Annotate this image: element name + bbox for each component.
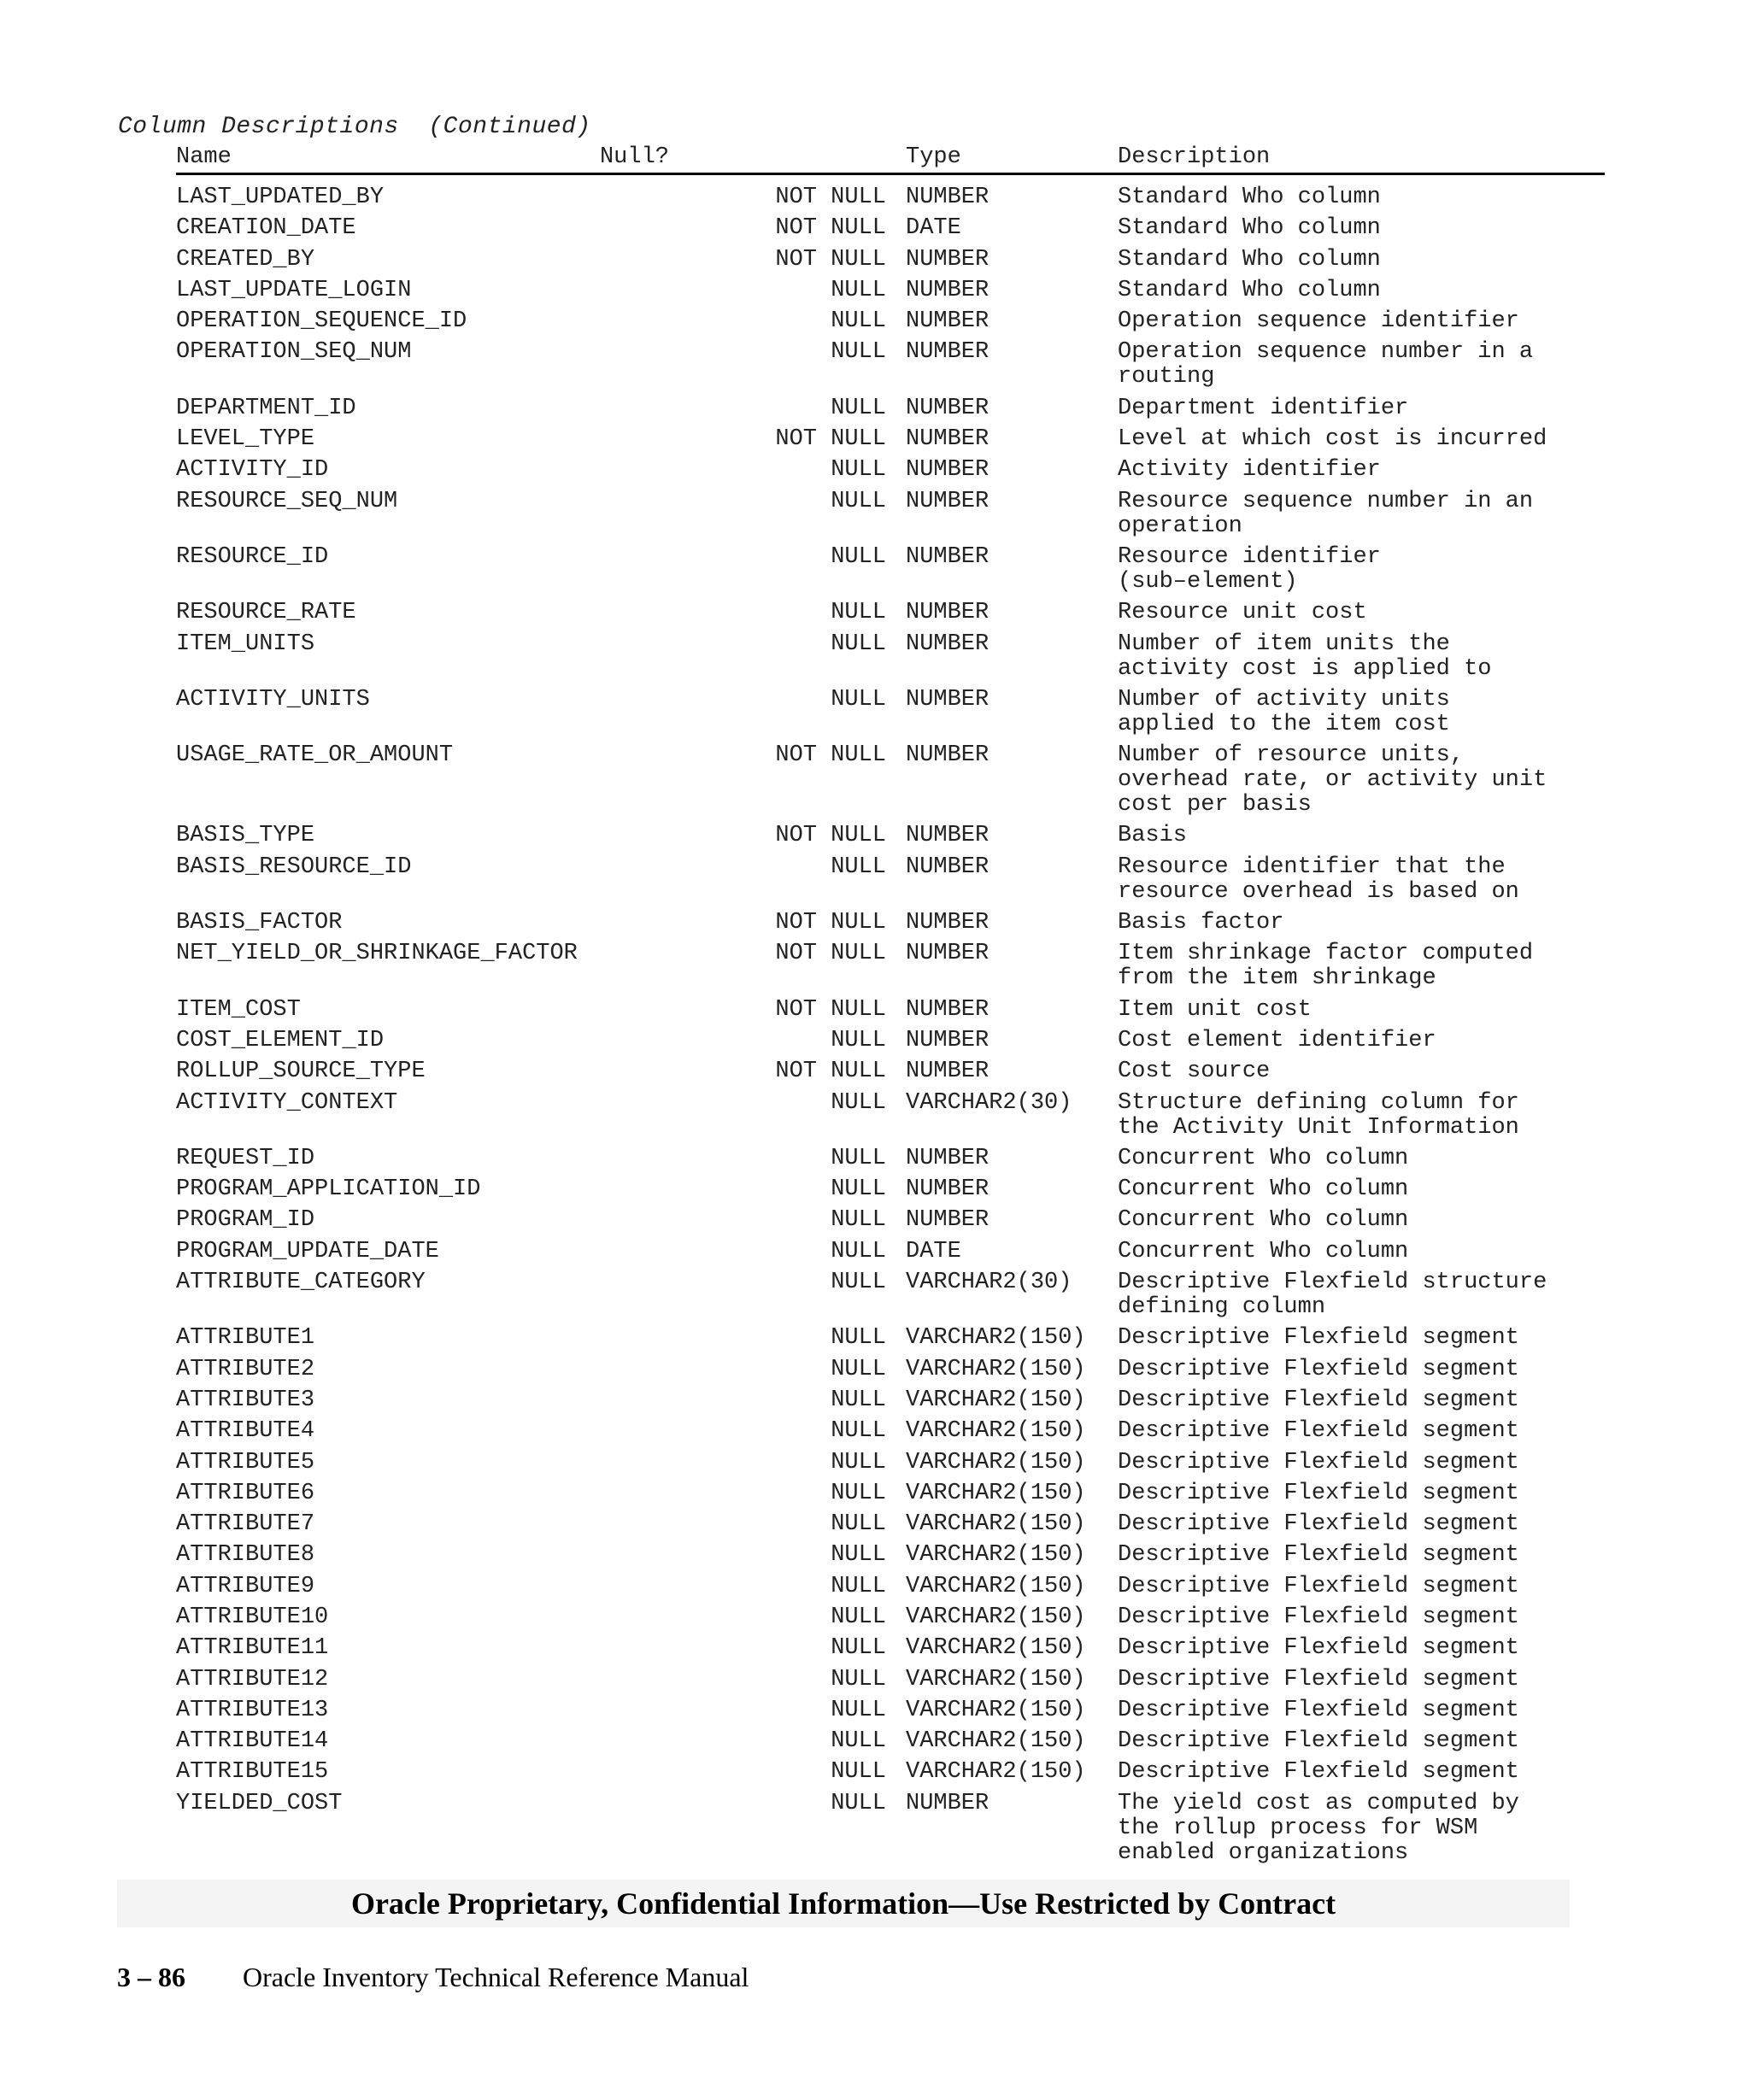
column-nullability: NULL: [831, 488, 886, 514]
column-type: VARCHAR2(150): [906, 1573, 1086, 1599]
column-description: Item shrinkage factor computed from the item shrinkage: [1118, 941, 1534, 992]
table-row: [176, 340, 1605, 390]
column-nullability: NULL: [831, 686, 886, 713]
column-nullability: NULL: [831, 1325, 886, 1352]
column-description: Concurrent Who column: [1118, 1176, 1409, 1203]
table-row: [176, 824, 1605, 848]
column-description: Descriptive Flexfield segment: [1118, 1387, 1519, 1413]
table-row: [176, 1240, 1605, 1264]
column-type: NUMBER: [906, 996, 990, 1023]
table-row: [176, 185, 1605, 210]
column-name: NET_YIELD_OR_SHRINKAGE_FACTOR: [176, 941, 578, 967]
column-name: PROGRAM_UPDATE_DATE: [176, 1238, 439, 1264]
column-name: ATTRIBUTE6: [176, 1480, 315, 1506]
column-name: RESOURCE_SEQ_NUM: [176, 488, 398, 514]
column-description: Concurrent Who column: [1118, 1145, 1409, 1171]
table-row: [176, 427, 1605, 452]
table-row: [176, 1760, 1605, 1785]
column-name: DEPARTMENT_ID: [176, 395, 356, 421]
column-name: ATTRIBUTE10: [176, 1604, 329, 1630]
column-nullability: NULL: [831, 543, 886, 570]
column-name: ATTRIBUTE_CATEGORY: [176, 1270, 426, 1296]
column-type: NUMBER: [906, 457, 990, 484]
column-nullability: NULL: [831, 457, 886, 484]
column-nullability: NULL: [831, 1238, 886, 1264]
column-description: Cost element identifier: [1118, 1027, 1436, 1053]
table-row: [176, 1358, 1605, 1382]
column-nullability: NOT NULL: [775, 185, 886, 210]
column-description: Descriptive Flexfield segment: [1118, 1666, 1519, 1692]
table-row: [176, 941, 1605, 991]
table-row: [176, 601, 1605, 625]
header-null: Null?: [599, 144, 669, 170]
column-type: VARCHAR2(150): [906, 1480, 1086, 1506]
column-description: Cost source: [1118, 1059, 1271, 1085]
column-description: Descriptive Flexfield segment: [1118, 1759, 1519, 1786]
column-type: VARCHAR2(150): [906, 1449, 1086, 1475]
column-description: Operation sequence identifier: [1118, 308, 1519, 335]
table-header: [176, 145, 1605, 175]
column-description: Standard Who column: [1118, 246, 1381, 273]
table-caption: Column Descriptions (Continued): [118, 114, 591, 140]
column-name: CREATION_DATE: [176, 215, 356, 242]
table-row: [176, 545, 1605, 595]
table-row: [176, 1605, 1605, 1630]
column-nullability: NOT NULL: [775, 215, 886, 242]
column-nullability: NULL: [831, 1480, 886, 1506]
table-row: [176, 1388, 1605, 1413]
table-row: [176, 1698, 1605, 1723]
column-name: ATTRIBUTE13: [176, 1697, 329, 1723]
header-name: Name: [176, 144, 232, 170]
header-type: Type: [906, 144, 961, 170]
column-name: ATTRIBUTE4: [176, 1418, 315, 1445]
column-description: Descriptive Flexfield segment: [1118, 1728, 1519, 1755]
column-nullability: NULL: [831, 1418, 886, 1445]
table-row: [176, 1091, 1605, 1141]
table-row: [176, 458, 1605, 483]
column-name: LEVEL_TYPE: [176, 426, 315, 453]
column-type: NUMBER: [906, 277, 990, 303]
column-type: VARCHAR2(30): [906, 1270, 1072, 1296]
column-nullability: NULL: [831, 1542, 886, 1569]
column-type: NUMBER: [906, 1790, 990, 1816]
column-type: VARCHAR2(150): [906, 1387, 1086, 1413]
table-row: [176, 1451, 1605, 1475]
column-descriptions-table: [176, 145, 1605, 1872]
table-row: [176, 743, 1605, 818]
column-type: DATE: [906, 215, 961, 242]
column-nullability: NULL: [831, 339, 886, 366]
column-nullability: NULL: [831, 1573, 886, 1599]
column-description: Department identifier: [1118, 395, 1409, 421]
table-row: [176, 632, 1605, 682]
table-row: [176, 911, 1605, 936]
column-description: Descriptive Flexfield segment: [1118, 1480, 1519, 1506]
table-row: [176, 490, 1605, 539]
column-name: ATTRIBUTE2: [176, 1356, 315, 1382]
column-nullability: NULL: [831, 277, 886, 303]
column-type: VARCHAR2(150): [906, 1604, 1086, 1630]
column-nullability: NOT NULL: [775, 426, 886, 453]
column-name: PROGRAM_ID: [176, 1207, 315, 1234]
column-type: NUMBER: [906, 339, 990, 366]
column-name: LAST_UPDATE_LOGIN: [176, 277, 412, 303]
column-description: Basis factor: [1118, 910, 1284, 936]
column-description: Structure defining column for the Activity Unit Information: [1118, 1089, 1519, 1141]
table-row: [176, 1326, 1605, 1351]
column-name: LAST_UPDATED_BY: [176, 185, 385, 210]
column-type: VARCHAR2(150): [906, 1542, 1086, 1569]
column-type: NUMBER: [906, 1176, 990, 1203]
column-nullability: NULL: [831, 395, 886, 421]
table-body: [176, 175, 1605, 1866]
column-description: Descriptive Flexfield segment: [1118, 1449, 1519, 1475]
column-type: VARCHAR2(150): [906, 1728, 1086, 1755]
column-nullability: NULL: [831, 1027, 886, 1053]
column-nullability: NULL: [831, 1697, 886, 1723]
table-row: [176, 1575, 1605, 1599]
column-type: NUMBER: [906, 631, 990, 657]
column-name: ATTRIBUTE7: [176, 1511, 315, 1538]
table-row: [176, 1270, 1605, 1320]
column-description: Item unit cost: [1118, 996, 1312, 1023]
column-name: OPERATION_SEQUENCE_ID: [176, 308, 467, 335]
column-name: BASIS_FACTOR: [176, 910, 343, 936]
manual-title: Oracle Inventory Technical Reference Manual: [243, 1962, 749, 1992]
column-description: Operation sequence number in a routing: [1118, 339, 1534, 390]
column-nullability: NULL: [831, 1666, 886, 1692]
column-name: BASIS_TYPE: [176, 823, 315, 849]
table-row: [176, 1668, 1605, 1692]
column-description: Number of item units the activity cost is applied to: [1118, 631, 1492, 682]
table-row: [176, 1543, 1605, 1568]
column-type: NUMBER: [906, 823, 990, 849]
column-description: Descriptive Flexfield segment: [1118, 1573, 1519, 1599]
column-name: CREATED_BY: [176, 246, 315, 273]
column-type: VARCHAR2(150): [906, 1666, 1086, 1692]
column-type: NUMBER: [906, 488, 990, 514]
column-nullability: NULL: [831, 1356, 886, 1382]
column-nullability: NULL: [831, 1511, 886, 1538]
column-type: VARCHAR2(150): [906, 1356, 1086, 1382]
column-description: Activity identifier: [1118, 457, 1381, 484]
column-type: VARCHAR2(150): [906, 1635, 1086, 1662]
column-name: ATTRIBUTE11: [176, 1635, 329, 1662]
column-name: ATTRIBUTE3: [176, 1387, 315, 1413]
column-nullability: NULL: [831, 1145, 886, 1171]
column-type: NUMBER: [906, 910, 990, 936]
column-description: Concurrent Who column: [1118, 1207, 1409, 1234]
table-row: [176, 1729, 1605, 1754]
column-name: ITEM_COST: [176, 996, 301, 1023]
column-nullability: NULL: [831, 600, 886, 626]
column-type: NUMBER: [906, 1207, 990, 1234]
column-description: Descriptive Flexfield segment: [1118, 1697, 1519, 1723]
column-nullability: NULL: [831, 1387, 886, 1413]
table-row: [176, 279, 1605, 303]
column-name: ACTIVITY_CONTEXT: [176, 1089, 398, 1116]
column-type: VARCHAR2(150): [906, 1759, 1086, 1786]
table-row: [176, 248, 1605, 273]
column-name: COST_ELEMENT_ID: [176, 1027, 385, 1053]
column-nullability: NULL: [831, 1449, 886, 1475]
table-row: [176, 1512, 1605, 1537]
column-name: BASIS_RESOURCE_ID: [176, 853, 412, 880]
column-description: Resource unit cost: [1118, 600, 1367, 626]
column-name: ATTRIBUTE14: [176, 1728, 329, 1755]
column-type: NUMBER: [906, 853, 990, 880]
column-nullability: NOT NULL: [775, 996, 886, 1023]
column-description: Standard Who column: [1118, 277, 1381, 303]
table-row: [176, 396, 1605, 421]
table-row: [176, 1481, 1605, 1506]
table-row: [176, 1636, 1605, 1661]
column-type: NUMBER: [906, 1059, 990, 1085]
column-nullability: NULL: [831, 853, 886, 880]
column-type: NUMBER: [906, 742, 990, 769]
column-type: NUMBER: [906, 941, 990, 967]
column-type: NUMBER: [906, 600, 990, 626]
column-description: Number of resource units, overhead rate, or activity unit cost per basis: [1118, 742, 1547, 818]
column-name: YIELDED_COST: [176, 1790, 343, 1816]
column-name: RESOURCE_ID: [176, 543, 329, 570]
column-description: Descriptive Flexfield segment: [1118, 1356, 1519, 1382]
table-row: [176, 1029, 1605, 1053]
column-type: NUMBER: [906, 686, 990, 713]
table-row: [176, 998, 1605, 1023]
page-number: 3 – 86: [117, 1962, 185, 1992]
column-nullability: NULL: [831, 1207, 886, 1234]
column-name: ITEM_UNITS: [176, 631, 315, 657]
table-row: [176, 216, 1605, 241]
column-type: VARCHAR2(150): [906, 1325, 1086, 1352]
column-description: Standard Who column: [1118, 185, 1381, 210]
table-row: [176, 1147, 1605, 1171]
column-name: ATTRIBUTE15: [176, 1759, 329, 1786]
column-description: Level at which cost is incurred: [1118, 426, 1547, 453]
column-nullability: NULL: [831, 1089, 886, 1116]
column-type: NUMBER: [906, 543, 990, 570]
column-type: NUMBER: [906, 1027, 990, 1053]
column-nullability: NOT NULL: [775, 941, 886, 967]
column-name: PROGRAM_APPLICATION_ID: [176, 1176, 481, 1203]
column-nullability: NULL: [831, 308, 886, 335]
column-nullability: NULL: [831, 631, 886, 657]
table-row: [176, 1208, 1605, 1233]
column-name: ATTRIBUTE1: [176, 1325, 315, 1352]
header-description: Description: [1118, 144, 1271, 170]
column-description: Resource identifier (sub–element): [1118, 543, 1381, 595]
column-nullability: NULL: [831, 1728, 886, 1755]
column-nullability: NULL: [831, 1759, 886, 1786]
column-type: NUMBER: [906, 185, 990, 210]
column-nullability: NOT NULL: [775, 246, 886, 273]
column-nullability: NOT NULL: [775, 1059, 886, 1085]
column-name: USAGE_RATE_OR_AMOUNT: [176, 742, 454, 769]
table-row: [176, 688, 1605, 737]
column-name: ATTRIBUTE12: [176, 1666, 329, 1692]
column-description: Standard Who column: [1118, 215, 1381, 242]
column-nullability: NULL: [831, 1604, 886, 1630]
column-description: Descriptive Flexfield segment: [1118, 1511, 1519, 1538]
column-name: ATTRIBUTE8: [176, 1542, 315, 1569]
column-description: Basis: [1118, 823, 1188, 849]
column-name: ACTIVITY_UNITS: [176, 686, 370, 713]
table-row: [176, 1419, 1605, 1444]
column-type: VARCHAR2(150): [906, 1697, 1086, 1723]
column-name: ATTRIBUTE9: [176, 1573, 315, 1599]
column-description: Descriptive Flexfield segment: [1118, 1635, 1519, 1662]
column-description: Descriptive Flexfield segment: [1118, 1542, 1519, 1569]
column-type: NUMBER: [906, 246, 990, 273]
column-description: Concurrent Who column: [1118, 1238, 1409, 1264]
table-row: [176, 1792, 1605, 1866]
column-description: Descriptive Flexfield segment: [1118, 1418, 1519, 1445]
column-nullability: NULL: [831, 1635, 886, 1662]
column-type: NUMBER: [906, 308, 990, 335]
column-name: ACTIVITY_ID: [176, 457, 329, 484]
column-type: NUMBER: [906, 1145, 990, 1171]
table-row: [176, 1059, 1605, 1084]
column-description: Descriptive Flexfield structure defining column: [1118, 1270, 1547, 1321]
column-nullability: NOT NULL: [775, 910, 886, 936]
table-row: [176, 855, 1605, 905]
column-nullability: NOT NULL: [775, 742, 886, 769]
column-description: Resource sequence number in an operation: [1118, 488, 1534, 539]
column-type: NUMBER: [906, 395, 990, 421]
column-type: VARCHAR2(30): [906, 1089, 1072, 1116]
column-nullability: NULL: [831, 1270, 886, 1296]
column-name: REQUEST_ID: [176, 1145, 315, 1171]
column-description: Descriptive Flexfield segment: [1118, 1325, 1519, 1352]
column-type: DATE: [906, 1238, 961, 1264]
column-type: VARCHAR2(150): [906, 1418, 1086, 1445]
table-row: [176, 1177, 1605, 1202]
column-description: Resource identifier that the resource overhead is based on: [1118, 853, 1519, 905]
column-description: Descriptive Flexfield segment: [1118, 1604, 1519, 1630]
confidentiality-notice: Oracle Proprietary, Confidential Information––Use Restricted by Contract: [117, 1880, 1570, 1927]
column-nullability: NULL: [831, 1176, 886, 1203]
column-description: Number of activity units applied to the item cost: [1118, 686, 1450, 737]
table-row: [176, 309, 1605, 334]
column-name: ROLLUP_SOURCE_TYPE: [176, 1059, 426, 1085]
column-name: RESOURCE_RATE: [176, 600, 356, 626]
column-nullability: NOT NULL: [775, 823, 886, 849]
column-type: NUMBER: [906, 426, 990, 453]
column-nullability: NULL: [831, 1790, 886, 1816]
column-name: ATTRIBUTE5: [176, 1449, 315, 1475]
column-name: OPERATION_SEQ_NUM: [176, 339, 412, 366]
column-type: VARCHAR2(150): [906, 1511, 1086, 1538]
column-description: The yield cost as computed by the rollup process for WSM enabled organizations: [1118, 1790, 1519, 1866]
